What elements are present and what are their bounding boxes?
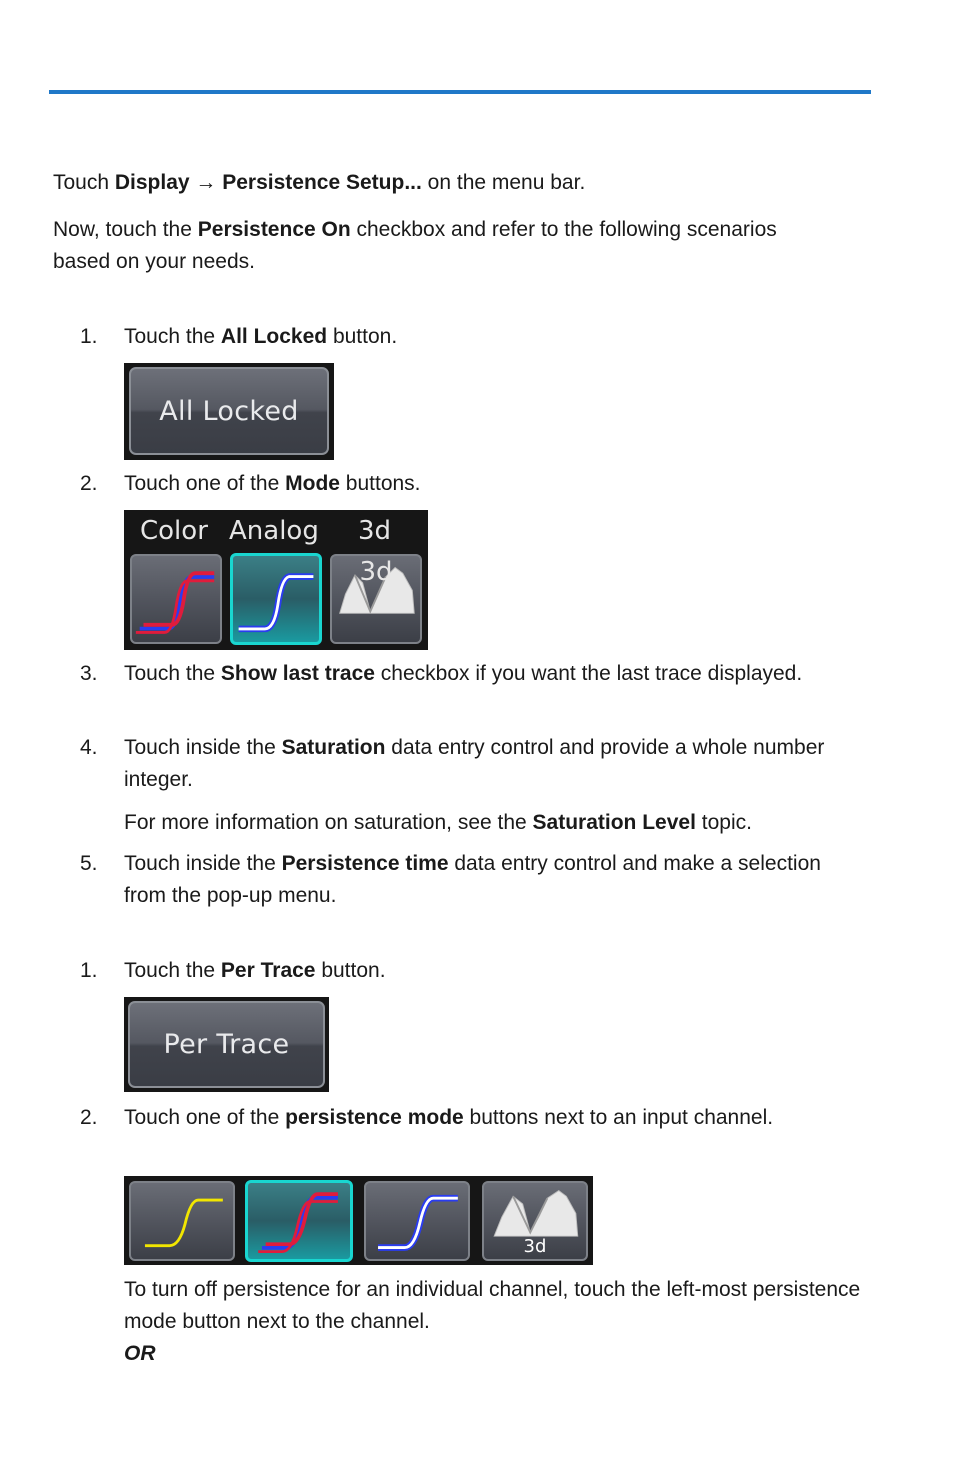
color-trace-icon: [248, 1183, 350, 1259]
channel-mode-buttons-image: [124, 1176, 593, 1265]
persistence-off-button[interactable]: [129, 1181, 235, 1261]
step-number: 2.: [80, 1106, 98, 1129]
step-number: 1.: [80, 325, 98, 348]
mode-label-analog: Analog: [229, 516, 319, 546]
step-text: Touch the Show last trace checkbox if you want the last trace displayed.: [124, 662, 803, 685]
step-text: Touch one of the Mode buttons.: [124, 472, 421, 495]
analog-mode-button[interactable]: [230, 553, 322, 645]
header-rule: [49, 90, 871, 94]
color-mode-button[interactable]: [245, 1180, 353, 1262]
per-trace-image: [124, 997, 329, 1092]
analog-trace-icon: [366, 1183, 468, 1259]
persistence-off-note: To turn off persistence for an individual channel, touch the left-most persistence mode button next to the channel.: [124, 1278, 861, 1333]
color-trace-icon: [132, 556, 220, 642]
step-number: 2.: [80, 472, 98, 495]
step-text: Touch the All Locked button.: [124, 325, 398, 348]
analog-mode-button[interactable]: [364, 1181, 470, 1261]
analog-trace-icon: [233, 556, 319, 642]
3d-mode-button[interactable]: [330, 554, 422, 644]
step-text: Touch inside the Persistence time data entry control and make a selection from the pop-up menu.: [124, 852, 821, 907]
intro-line-2: Now, touch the Persistence On checkbox and refer to the following scenarios based on your needs.: [53, 218, 777, 273]
mode-buttons-image: [124, 510, 428, 650]
intro-line-1: Touch Display → Persistence Setup... on the menu bar.: [53, 171, 586, 194]
step-text: Touch inside the Saturation data entry control and provide a whole number integer.: [124, 736, 825, 791]
saturation-note: For more information on saturation, see the Saturation Level topic.: [124, 811, 752, 834]
3d-mode-button[interactable]: [482, 1181, 588, 1261]
step-text: Touch the Per Trace button.: [124, 959, 386, 982]
all-locked-button[interactable]: All Locked: [129, 367, 329, 455]
or-label: OR: [124, 1342, 156, 1365]
3d-tag: 3d: [359, 557, 393, 587]
mode-label-color: Color: [140, 516, 208, 546]
step-number: 1.: [80, 959, 98, 982]
step-number: 3.: [80, 662, 98, 685]
color-mode-button[interactable]: [130, 554, 222, 644]
yellow-trace-icon: [131, 1183, 233, 1259]
step-number: 4.: [80, 736, 98, 759]
step-number: 5.: [80, 852, 98, 875]
per-trace-button[interactable]: Per Trace: [128, 1001, 325, 1088]
all-locked-image: [124, 363, 334, 460]
step-text: Touch one of the persistence mode buttons next to an input channel.: [124, 1106, 774, 1129]
mode-label-3d: 3d: [358, 516, 392, 546]
3d-tag: 3d: [523, 1236, 547, 1257]
